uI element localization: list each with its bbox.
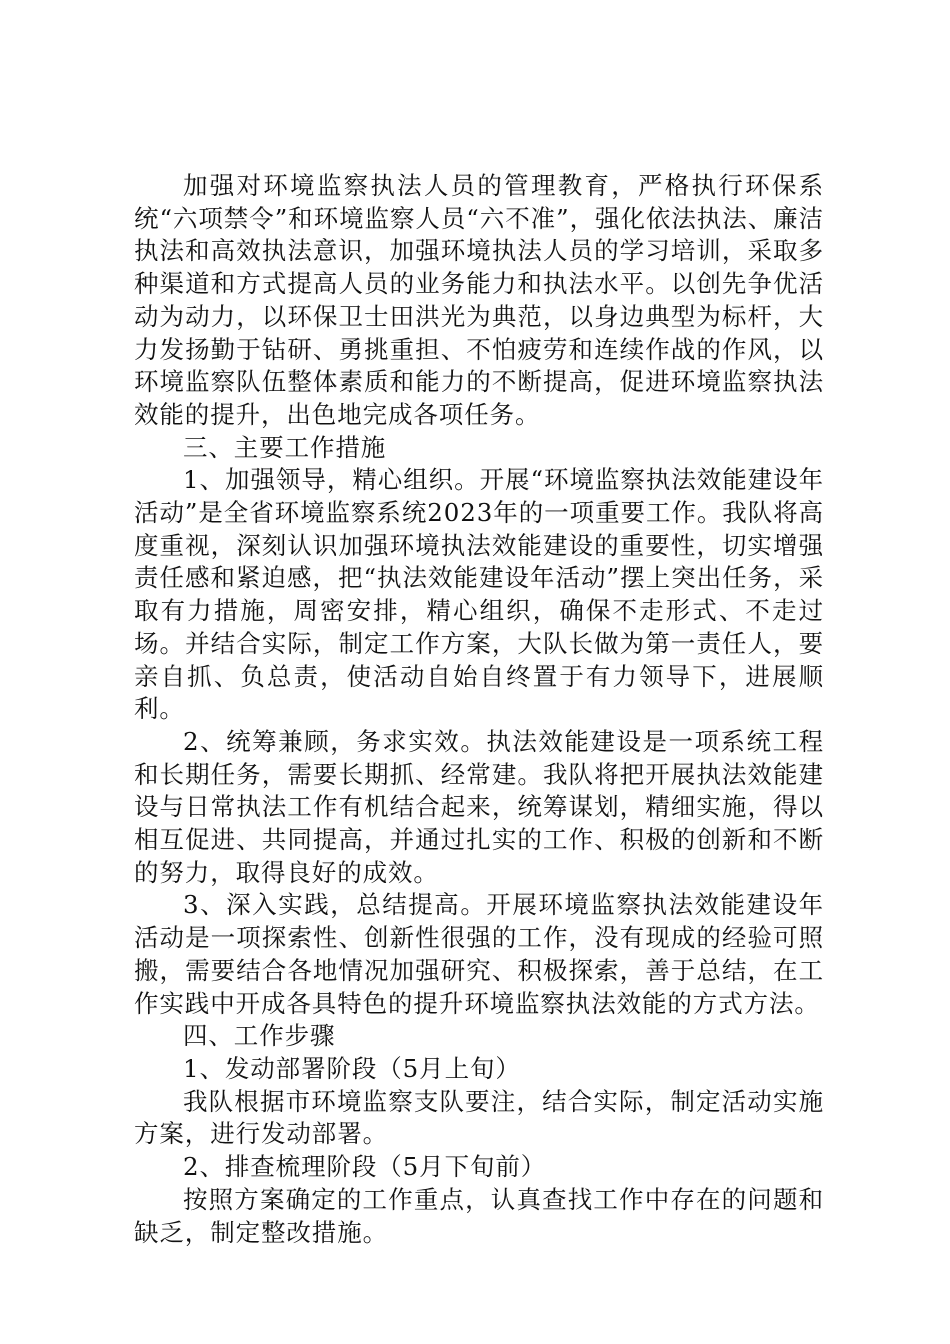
- step-2-text: 按照方案确定的工作重点，认真查找工作中存在的问题和缺乏，制定整改措施。: [134, 1184, 824, 1247]
- heading-main-measures: 三、主要工作措施: [183, 432, 387, 462]
- paragraph-measure-2: 2、统筹兼顾，务求实效。执法效能建设是一项系统工程和长期任务，需要长期抓、经常建。我队将把开展执法效能建设与日常执法工作有机结合起来，统筹谋划，精细实施，得以相互促进、共同提高，并通过扎实的工作、积极的创新和不断的努力，取得良好的成效。: [134, 726, 824, 887]
- heading-work-steps: 四、工作步骤: [183, 1021, 336, 1051]
- paragraph-measure-1: 1、加强领导，精心组织。开展“环境监察执法效能建设年活动”是全省环境监察系统2023年的一项重要工作。我队将高度重视，深刻认识加强环境执法效能建设的重要性，切实增强责任感和紧迫感，把“执法效能建设年活动”摆上突出任务，采取有力措施，周密安排，精心组织，确保不走形式、不走过场。并结合实际，制定工作方案，大队长做为第一责任人，要亲自抓、负总责，使活动自始自终置于有力领导下，进展顺利。: [134, 465, 824, 724]
- paragraph-discipline: 加强对环境监察执法人员的管理教育，严格执行环保系统“六项禁令”和环境监察人员“六不准”，强化依法执法、廉洁执法和高效执法意识，加强环境执法人员的学习培训，采取多种渠道和方式提高人员的业务能力和执法水平。以创先争优活动为动力，以环保卫士田洪光为典范，以身边典型为标杆，大力发扬勤于钻研、勇挑重担、不怕疲劳和连续作战的作风，以环境监察队伍整体素质和能力的不断提高，促进环境监察执法效能的提升，出色地完成各项任务。: [134, 171, 824, 429]
- step-1-title: 1、发动部署阶段（5月上旬）: [183, 1053, 521, 1083]
- document-body: [134, 170, 824, 1249]
- step-2-title: 2、排查梳理阶段（5月下旬前）: [183, 1152, 547, 1182]
- paragraph-measure-3: 3、深入实践，总结提高。开展环境监察执法效能建设年活动是一项探索性、创新性很强的工作，没有现成的经验可照搬，需要结合各地情况加强研究、积极探索，善于总结，在工作实践中开成各具特色的提升环境监察执法效能的方式方法。: [134, 890, 824, 1018]
- step-1-text: 我队根据市环境监察支队要注，结合实际，制定活动实施方案，进行发动部署。: [134, 1086, 824, 1149]
